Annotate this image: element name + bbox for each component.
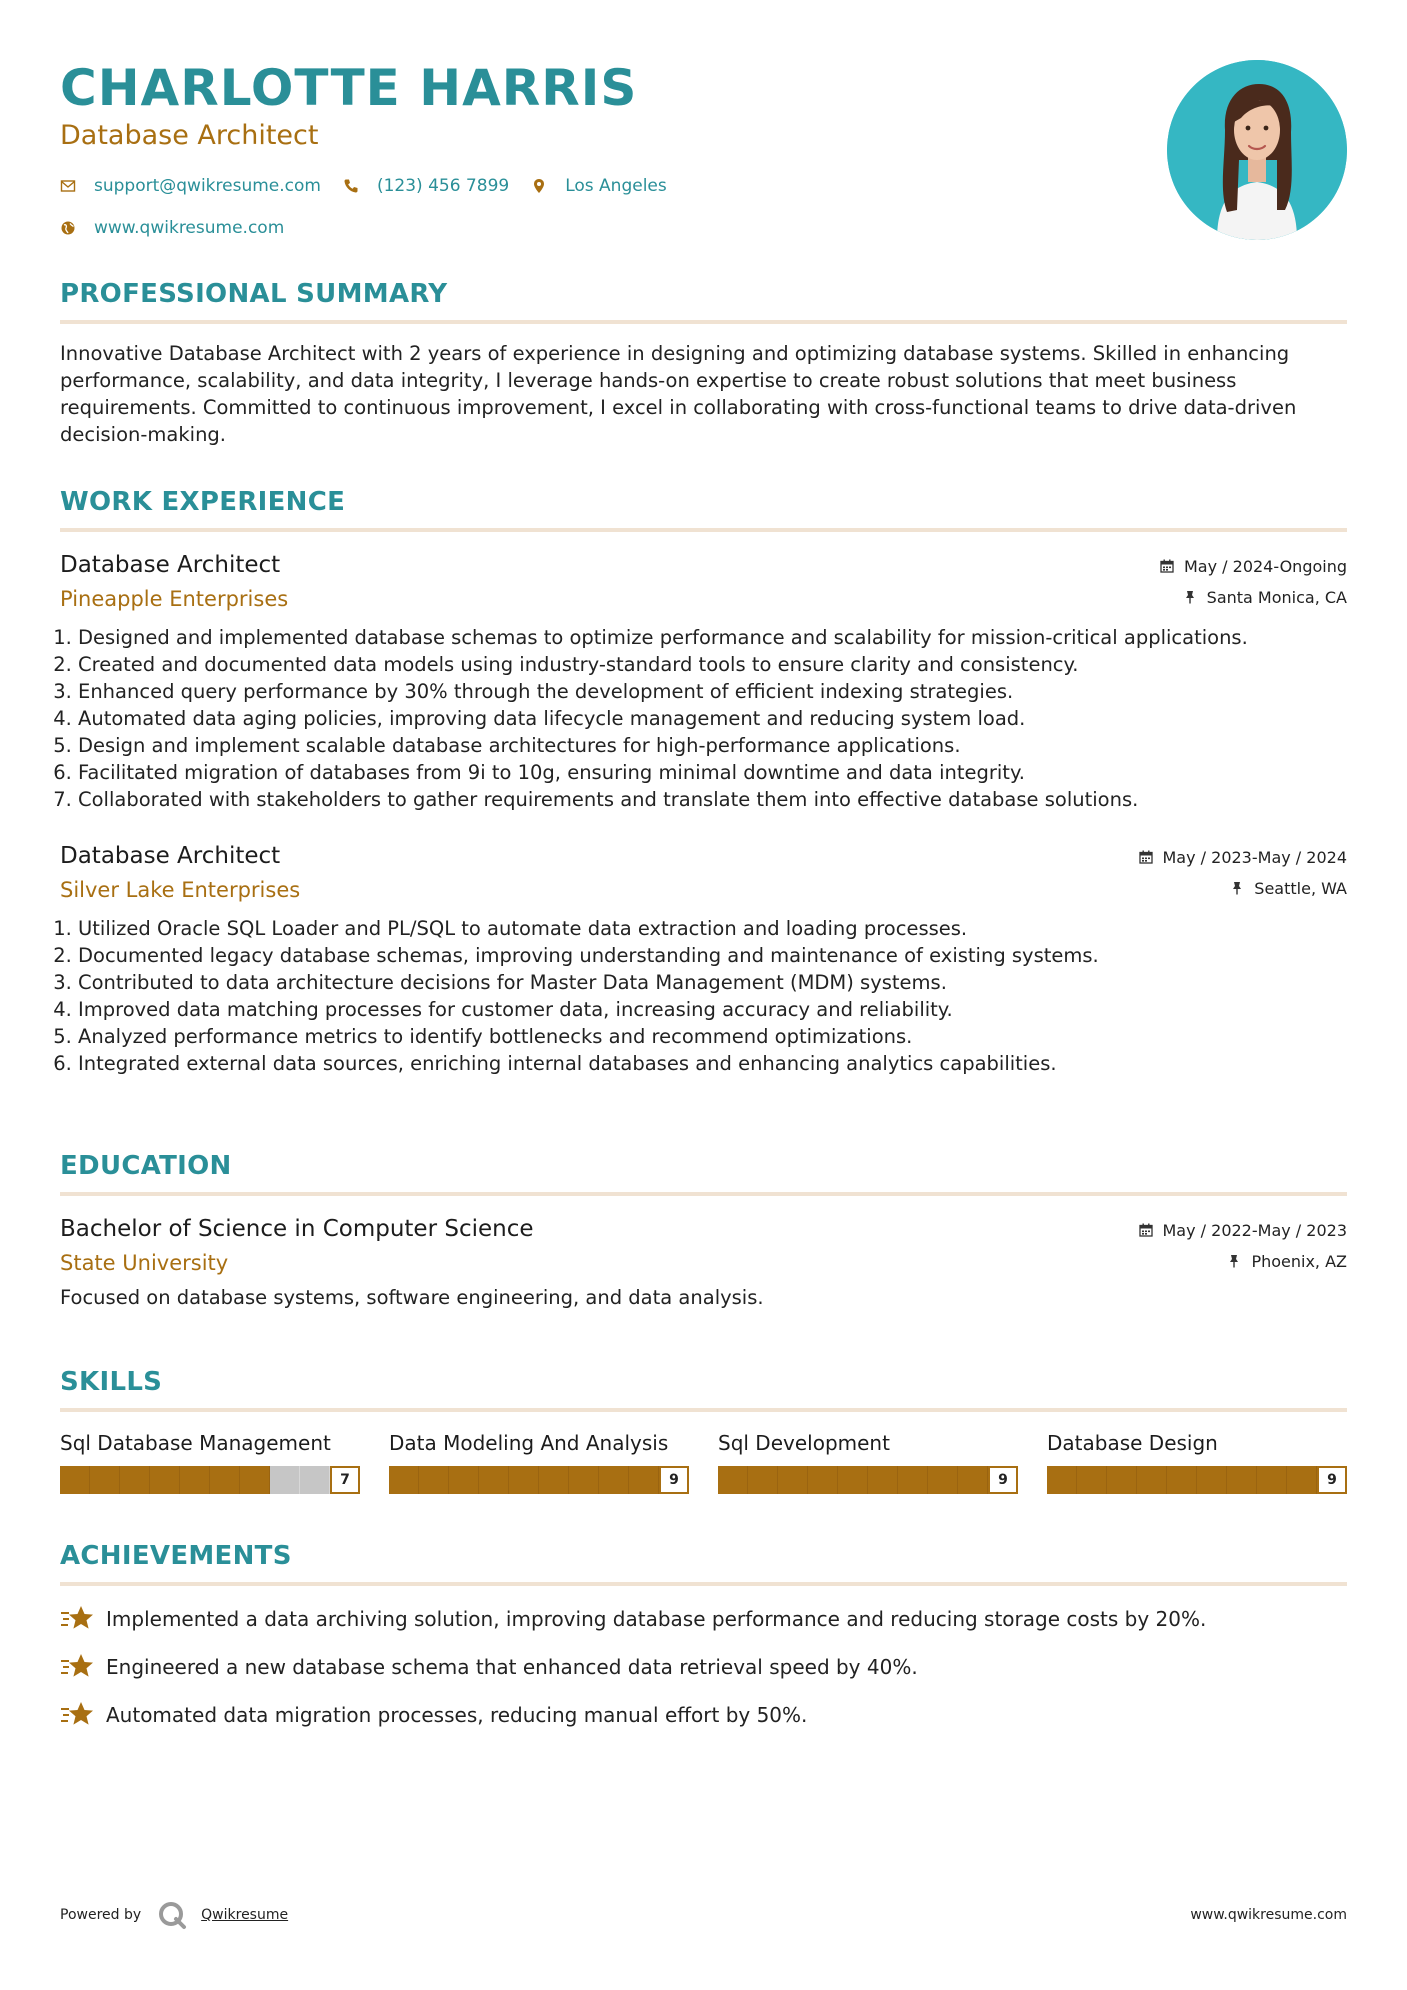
job-bullet: 2. Created and documented data models using industry-standard tools to ensure clarity and consistency. — [78, 651, 1347, 678]
skill-bar-filled-segment — [389, 1466, 419, 1494]
section-divider — [60, 528, 1347, 532]
contact-website[interactable] — [60, 218, 284, 238]
school-name: State University — [60, 1251, 229, 1275]
phone-text[interactable]: (123) 456 7899 — [376, 176, 510, 196]
calendar-icon — [1139, 1223, 1153, 1237]
job-location — [1160, 584, 1347, 610]
skill-bar-filled-segment — [479, 1466, 509, 1494]
contact-row — [60, 172, 689, 200]
education-heading: EDUCATION — [60, 1151, 232, 1181]
summary-heading: PROFESSIONAL SUMMARY — [60, 279, 448, 309]
skill-bar-filled-segment — [868, 1466, 898, 1494]
job-bullet: 4. Improved data matching processes for customer data, increasing accuracy and reliability. — [78, 996, 1347, 1023]
skill-level-badge: 9 — [988, 1466, 1018, 1494]
skill-bar-filled-segment — [539, 1466, 569, 1494]
job-entry — [60, 550, 1347, 813]
education-location-text: Phoenix, AZ — [1251, 1251, 1347, 1271]
skills-heading: SKILLS — [60, 1367, 163, 1397]
education-entry — [60, 1214, 1347, 1311]
achievement-text: Automated data migration processes, reducing manual effort by 50%. — [106, 1703, 808, 1727]
star-icon — [60, 1652, 94, 1682]
job-bullet: 5. Analyzed performance metrics to identify bottlenecks and recommend optimizations. — [78, 1023, 1347, 1050]
job-bullet: 1. Utilized Oracle SQL Loader and PL/SQL to automate data extraction and loading processes. — [78, 915, 1347, 942]
skill-bar-filled-segment — [958, 1466, 988, 1494]
calendar-icon — [1160, 559, 1174, 573]
job-bullet: 2. Documented legacy database schemas, improving understanding and maintenance of existing systems. — [78, 942, 1347, 969]
achievement-item — [60, 1652, 1347, 1682]
skill-bar-filled-segment — [629, 1466, 659, 1494]
skill-bar-filled-segment — [1197, 1466, 1227, 1494]
pushpin-icon — [1227, 1254, 1241, 1268]
achievements-heading: ACHIEVEMENTS — [60, 1541, 292, 1571]
skill-bar-filled-segment — [1047, 1466, 1077, 1494]
education-section — [60, 1150, 1347, 1311]
skill-level-bar — [60, 1466, 360, 1494]
job-title: Database Architect — [60, 843, 281, 869]
skill-bar-filled-segment — [419, 1466, 449, 1494]
candidate-name: CHARLOTTE HARRIS — [60, 59, 638, 117]
job-title: Database Architect — [60, 552, 281, 578]
job-bullet: 3. Enhanced query performance by 30% through the development of efficient indexing strategies. — [78, 678, 1347, 705]
job-location-text: Seattle, WA — [1254, 878, 1347, 898]
job-dates-text: May / 2024-Ongoing — [1184, 556, 1347, 576]
skill-bar-filled-segment — [120, 1466, 150, 1494]
skill-name: Data Modeling And Analysis — [389, 1431, 669, 1455]
pushpin-icon — [1230, 881, 1244, 895]
calendar-icon — [1139, 850, 1153, 864]
skill-bar-filled-segment — [898, 1466, 928, 1494]
experience-section — [60, 486, 1347, 1077]
skill-bar-filled-segment — [1077, 1466, 1107, 1494]
website-text[interactable]: www.qwikresume.com — [94, 218, 285, 238]
education-meta — [1139, 1214, 1348, 1274]
skill-name: Sql Database Management — [60, 1431, 331, 1455]
contact-row — [60, 214, 689, 242]
education-description: Focused on database systems, software engineering, and data analysis. — [60, 1286, 764, 1309]
skill-bar-filled-segment — [1257, 1466, 1287, 1494]
skill-bar-empty-segment — [270, 1466, 300, 1494]
star-icon — [60, 1604, 94, 1634]
skill-bar-empty-segment — [300, 1466, 330, 1494]
section-divider — [60, 1408, 1347, 1412]
skill-bar-filled-segment — [928, 1466, 958, 1494]
job-bullets — [60, 624, 1347, 813]
skill-bar-filled-segment — [180, 1466, 210, 1494]
skill-bar-filled-segment — [718, 1466, 748, 1494]
job-bullet: 6. Facilitated migration of databases from 9i to 10g, ensuring minimal downtime and data integrity. — [78, 759, 1347, 786]
job-meta — [1139, 841, 1348, 901]
education-dates — [1139, 1217, 1348, 1243]
skill-bar-filled-segment — [60, 1466, 90, 1494]
skill-bar-filled-segment — [210, 1466, 240, 1494]
skill-bar-filled-segment — [90, 1466, 120, 1494]
qwikresume-logo-icon — [157, 1900, 187, 1930]
pushpin-icon — [1183, 590, 1197, 604]
job-bullets — [60, 915, 1347, 1077]
skill-item — [60, 1430, 360, 1494]
contact-info — [60, 172, 689, 256]
skills-list — [60, 1430, 1347, 1494]
location-text: Los Angeles — [565, 176, 667, 196]
skill-bar-filled-segment — [509, 1466, 539, 1494]
education-dates-text: May / 2022-May / 2023 — [1162, 1220, 1347, 1240]
job-entry — [60, 841, 1347, 1077]
powered-by — [60, 1900, 288, 1930]
star-icon — [60, 1700, 94, 1730]
education-location — [1139, 1248, 1348, 1274]
summary-section — [60, 278, 1347, 448]
map-pin-icon — [531, 178, 547, 194]
job-dates-text: May / 2023-May / 2024 — [1162, 847, 1347, 867]
phone-icon — [343, 178, 359, 194]
achievement-item — [60, 1700, 1347, 1730]
contact-email[interactable] — [60, 176, 321, 196]
contact-location — [531, 176, 667, 196]
powered-by-label: Powered by — [60, 1907, 142, 1923]
skill-bar-filled-segment — [150, 1466, 180, 1494]
skill-bar-filled-segment — [1107, 1466, 1137, 1494]
skill-level-badge: 7 — [330, 1466, 360, 1494]
resume-header — [60, 60, 1347, 250]
job-bullet: 3. Contributed to data architecture decisions for Master Data Management (MDM) systems. — [78, 969, 1347, 996]
achievements-section — [60, 1540, 1347, 1730]
footer-website[interactable]: www.qwikresume.com — [1190, 1907, 1347, 1923]
page-footer — [60, 1895, 1347, 1935]
skill-item — [1047, 1430, 1347, 1494]
email-text[interactable]: support@qwikresume.com — [94, 176, 321, 196]
skill-item — [389, 1430, 689, 1494]
skill-bar-filled-segment — [1137, 1466, 1167, 1494]
contact-phone[interactable] — [343, 176, 509, 196]
job-meta — [1160, 550, 1347, 610]
section-divider — [60, 1192, 1347, 1196]
skill-item — [718, 1430, 1018, 1494]
skill-bar-filled-segment — [838, 1466, 868, 1494]
job-location-text: Santa Monica, CA — [1206, 587, 1347, 607]
skills-section — [60, 1366, 1347, 1494]
skill-level-bar — [389, 1466, 689, 1494]
achievement-text: Implemented a data archiving solution, improving database performance and reducing storage costs by 20%. — [106, 1607, 1207, 1631]
globe-icon — [60, 220, 76, 236]
degree-title: Bachelor of Science in Computer Science — [60, 1216, 534, 1242]
job-bullet: 5. Design and implement scalable database architectures for high-performance applications. — [78, 732, 1347, 759]
skill-name: Sql Development — [718, 1431, 890, 1455]
skill-bar-filled-segment — [778, 1466, 808, 1494]
achievement-text: Engineered a new database schema that enhanced data retrieval speed by 40%. — [106, 1655, 918, 1679]
job-company: Pineapple Enterprises — [60, 587, 289, 611]
summary-text: Innovative Database Architect with 2 years of experience in designing and optimizing database systems. Skilled in enhancing performance, scalability, and data integrity, I leverage hands-on expertise to create robust solutions that meet business requirements. Committed to continuous improvement, I excel in collaborating with cross-functional teams to drive data-driven decision-making. — [60, 342, 1297, 446]
section-divider — [60, 320, 1347, 324]
skill-bar-filled-segment — [808, 1466, 838, 1494]
skill-bar-filled-segment — [449, 1466, 479, 1494]
skill-bar-filled-segment — [240, 1466, 270, 1494]
job-bullet: 7. Collaborated with stakeholders to gather requirements and translate them into effective database solutions. — [78, 786, 1347, 813]
achievement-item — [60, 1604, 1347, 1634]
job-bullet: 1. Designed and implemented database schemas to optimize performance and scalability for mission-critical applications. — [78, 624, 1347, 651]
skill-level-badge: 9 — [1317, 1466, 1347, 1494]
skill-level-bar — [1047, 1466, 1347, 1494]
job-company: Silver Lake Enterprises — [60, 878, 301, 902]
profile-photo — [1167, 60, 1347, 240]
skill-bar-filled-segment — [1227, 1466, 1257, 1494]
skill-bar-filled-segment — [1167, 1466, 1197, 1494]
candidate-title: Database Architect — [60, 120, 319, 151]
job-bullet: 4. Automated data aging policies, improving data lifecycle management and reducing system load. — [78, 705, 1347, 732]
job-dates — [1160, 553, 1347, 579]
skill-bar-filled-segment — [569, 1466, 599, 1494]
job-dates — [1139, 844, 1348, 870]
skill-bar-filled-segment — [1287, 1466, 1317, 1494]
section-divider — [60, 1582, 1347, 1586]
skill-bar-filled-segment — [748, 1466, 778, 1494]
skill-name: Database Design — [1047, 1431, 1218, 1455]
job-bullet: 6. Integrated external data sources, enriching internal databases and enhancing analytics capabilities. — [78, 1050, 1347, 1077]
skill-bar-filled-segment — [599, 1466, 629, 1494]
envelope-icon — [60, 178, 76, 194]
brand-link[interactable]: Qwikresume — [201, 1907, 289, 1923]
experience-heading: WORK EXPERIENCE — [60, 487, 346, 517]
skill-level-bar — [718, 1466, 1018, 1494]
skill-level-badge: 9 — [659, 1466, 689, 1494]
job-location — [1139, 875, 1348, 901]
